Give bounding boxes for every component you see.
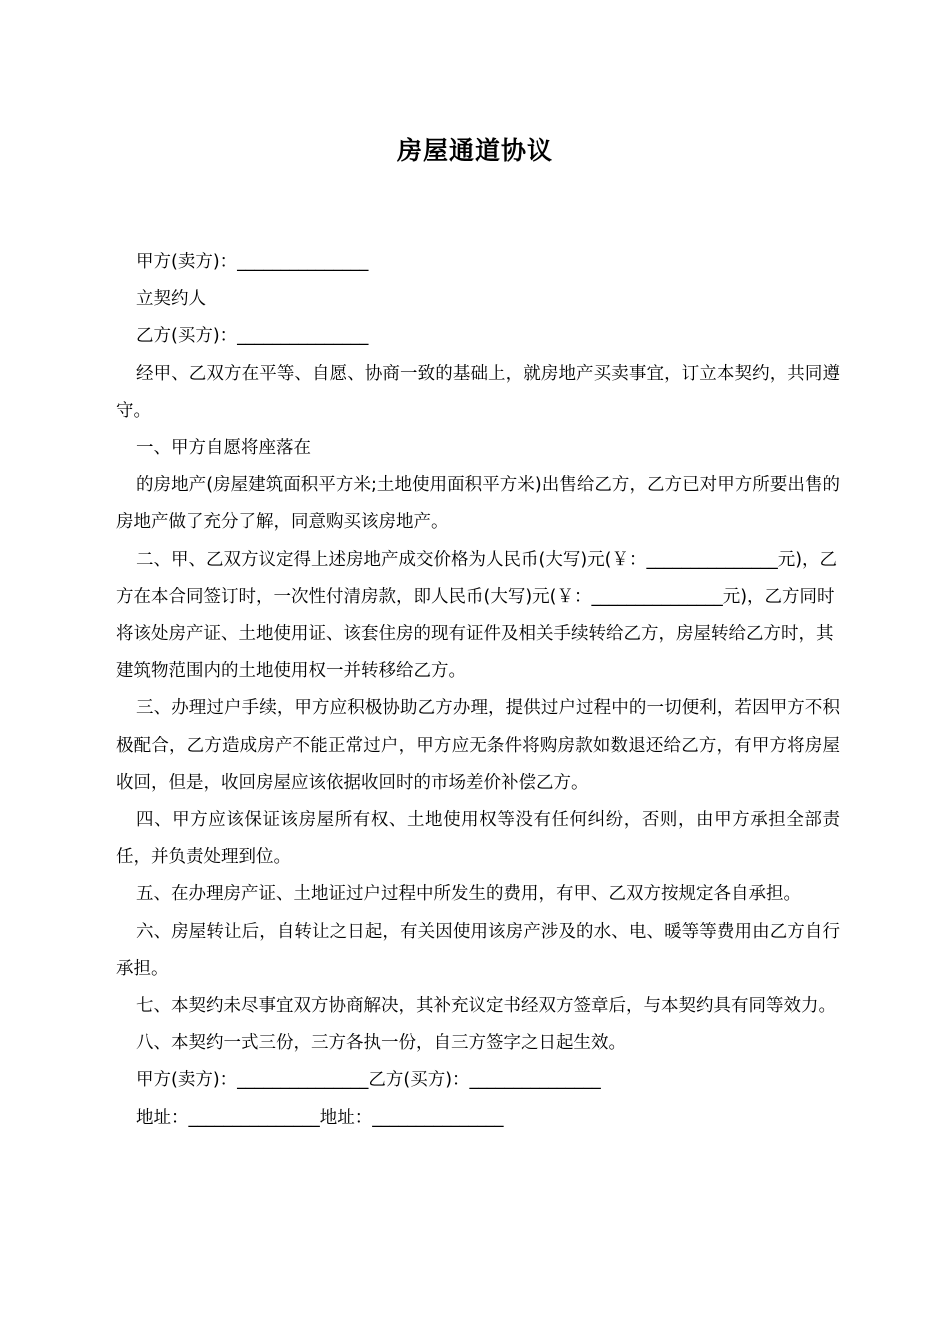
clause-8-copies: 八、本契约一式三份，三方各执一份，自三方签字之日起生效。	[136, 1033, 626, 1054]
clause-6-utilities: 六、房屋转让后，自转让之日起，有关因使用该房产涉及的水、电、暖等等费用由乙方自行承担。	[116, 921, 840, 979]
clause-5-fees: 五、在办理房产证、土地证过户过程中所发生的费用，有甲、乙双方按规定各自承担。	[136, 884, 801, 905]
clause-1-body: 的房地产(房屋建筑面积平方米;土地使用面积平方米)出售给乙方，乙方已对甲方所要出售的房地产做了充分了解，同意购买该房地产。	[116, 475, 840, 533]
party-a-seller-line: 甲方(卖方)：_______________	[136, 252, 369, 272]
clause-2-price: 二、甲、乙双方议定得上述房地产成交价格为人民币(大写)元(￥：_______________元)，乙方在本合同签订时，一次性付清房款，即人民币(大写)元(￥：_______________元)，乙方同时将该处房产证、土地使用证、该套住房的现有证件及相关手续转给乙方，房屋转给乙方时，其建筑物范围内的土地使用权一并转移给乙方。	[116, 549, 838, 682]
party-b-buyer-line: 乙方(买方)：_______________	[136, 326, 369, 347]
document-body	[116, 244, 840, 1137]
preamble-paragraph: 经甲、乙双方在平等、自愿、协商一致的基础上，就房地产买卖事宜，订立本契约，共同遵守。	[116, 363, 840, 421]
contract-maker-line: 立契约人	[136, 289, 206, 310]
clause-4-guarantee: 四、甲方应该保证该房屋所有权、土地使用权等没有任何纠纷，否则，由甲方承担全部责任，并负责处理到位。	[116, 810, 840, 868]
document-title: 房屋通道协议	[396, 136, 553, 165]
clause-1-intro: 一、甲方自愿将座落在	[136, 438, 311, 459]
clause-7-supplement: 七、本契约未尽事宜双方协商解决，其补充议定书经双方签章后，与本契约具有同等效力。	[136, 996, 836, 1017]
signature-parties-line: 甲方(卖方)：_______________乙方(买方)：_______________	[136, 1070, 601, 1091]
clause-3-transfer: 三、办理过户手续，甲方应积极协助乙方办理，提供过户过程中的一切便利，若因甲方不积极配合，乙方造成房产不能正常过户，甲方应无条件将购房款如数退还给乙方，有甲方将房屋收回，但是，收回房屋应该依据收回时的市场差价补偿乙方。	[116, 698, 840, 793]
signature-address-line: 地址：_______________地址：_______________	[136, 1107, 504, 1128]
